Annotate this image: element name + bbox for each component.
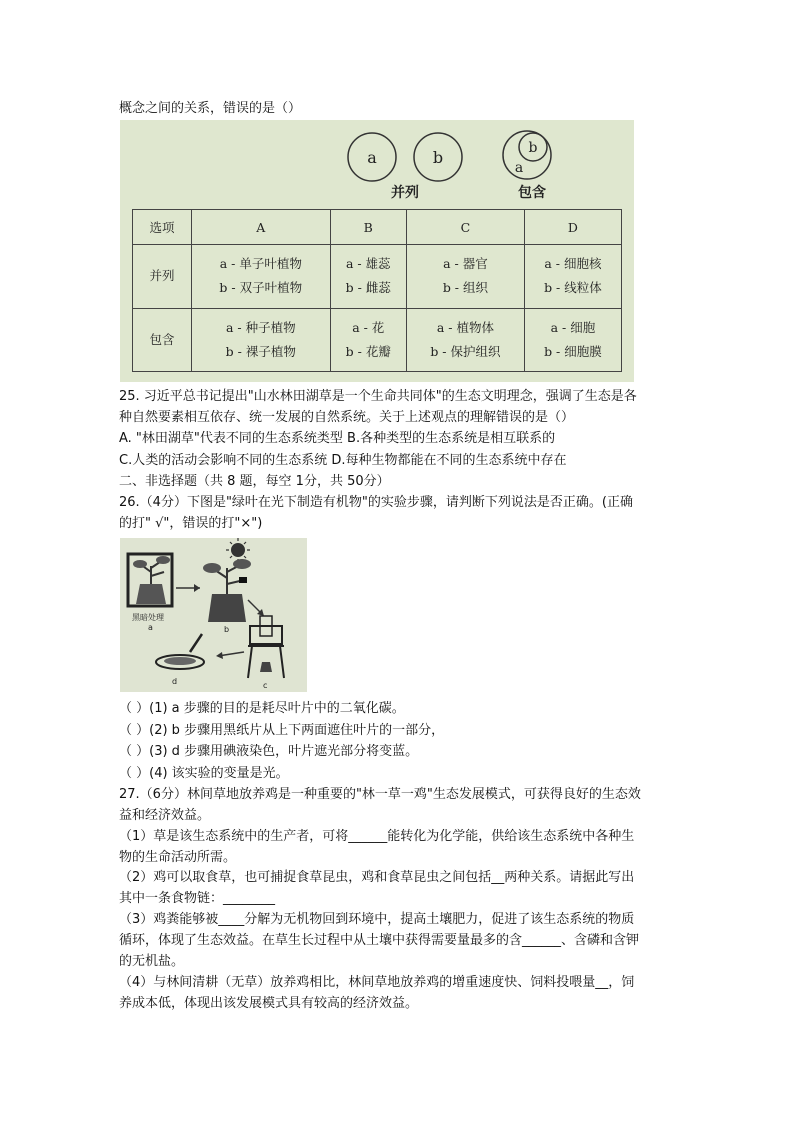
beaker-icon <box>250 626 282 644</box>
q26-item-3: （ ）(3) d 步骤用碘液染色，叶片遮光部分将变蓝。 <box>119 744 419 759</box>
concept-relation-figure <box>120 120 634 382</box>
q26-item-4: （ ）(4) 该实验的变量是光。 <box>119 766 289 781</box>
step-d-label: d <box>172 677 178 686</box>
table-row-contain <box>133 308 622 371</box>
sun-icon <box>231 543 245 557</box>
table-cell: a - 种子植物 b - 裸子植物 <box>192 308 331 371</box>
q27-line-7: （3）鸡粪能够被____分解为无机物回到环境中，提高土壤肥力，促进了该生态系统的物质 <box>119 912 635 927</box>
q27-line-3: （1）草是该生态系统中的生产者，可将______能转化为化学能，供给该生态系统中各种生 <box>119 829 635 844</box>
table-cell: a - 单子叶植物 b - 双子叶植物 <box>192 245 331 308</box>
black-paper-icon <box>239 577 247 583</box>
dropper-icon <box>190 634 202 652</box>
table-cell: a - 细胞 b - 细胞膜 <box>524 308 621 371</box>
row-label: 包含 <box>133 308 192 371</box>
table-cell: a - 雄蕊 b - 雌蕊 <box>330 245 406 308</box>
question-24-tail: 概念之间的关系，错误的是（） <box>119 101 302 116</box>
table-cell: a - 细胞核 b - 线粒体 <box>524 245 621 308</box>
photosynthesis-experiment-figure <box>120 538 307 692</box>
q25-line-1: 25. 习近平总书记提出"山水林田湖草是一个生命共同体"的生态文明理念，强调了生态是各 <box>119 389 637 404</box>
contain-caption: 包含 <box>518 185 546 201</box>
table-cell: a - 植物体 b - 保护组织 <box>406 308 524 371</box>
q25-option-ab: A. "林田湖草"代表不同的生态系统类型 B.各种类型的生态系统是相互联系的 <box>119 431 556 446</box>
table-header-cell: B <box>330 210 406 245</box>
q26-item-2: （ ）(2) b 步骤用黑纸片从上下两面遮住叶片的一部分， <box>119 723 445 738</box>
leaf-icon <box>133 560 147 568</box>
table-header-row <box>133 210 622 245</box>
arrowhead-icon <box>194 584 200 592</box>
step-b-label: b <box>224 625 230 634</box>
q27-line-4: 物的生命活动所需。 <box>119 850 237 865</box>
q27-line-8: 循环，体现了生态效益。在草生长过程中从土壤中获得需要量最多的含______、含磷和含钾 <box>119 933 640 948</box>
q27-line-6: 其中一条食物链：________ <box>119 891 276 906</box>
parallel-caption: 并列 <box>391 185 419 201</box>
table-cell: a - 器官 b - 组织 <box>406 245 524 308</box>
burner-icon <box>260 662 272 672</box>
leaf-in-dish <box>164 657 196 665</box>
q25-option-cd: C.人类的活动会影响不同的生态系统 D.每种生物都能在不同的生态系统中存在 <box>119 453 567 468</box>
q27-line-11: 养成本低，体现出该发展模式具有较高的经济效益。 <box>119 996 419 1011</box>
section-2-heading: 二、非选择题（共 8 题，每空 1分，共 50分） <box>119 474 390 489</box>
leaf-icon <box>233 559 251 569</box>
options-table <box>132 209 622 372</box>
q26-item-1: （ ）(1) a 步骤的目的是耗尽叶片中的二氧化碳。 <box>119 701 405 716</box>
inner-circle-b-label: b <box>528 140 538 156</box>
experiment-steps-drawing <box>120 538 307 692</box>
leaf-icon <box>156 556 170 564</box>
table-header-cell: D <box>524 210 621 245</box>
q26-line-2: 的打" √"，错误的打"×") <box>119 516 263 531</box>
table-header-cell: C <box>406 210 524 245</box>
q27-line-2: 益和经济效益。 <box>119 808 211 823</box>
table-row-parallel <box>133 245 622 308</box>
table-header-cell: A <box>192 210 331 245</box>
pot-a <box>136 584 166 604</box>
circle-a-label: a <box>367 148 377 167</box>
circle-b-label: b <box>432 148 444 167</box>
q27-line-5: （2）鸡可以取食草，也可捕捉食草昆虫，鸡和食草昆虫之间包括__两种关系。请据此写出 <box>119 870 635 885</box>
q25-line-2: 种自然要素相互依存、统一发展的自然系统。关于上述观点的理解错误的是（） <box>119 410 575 425</box>
q27-line-10: （4）与林间清耕（无草）放养鸡相比，林间草地放养鸡的增重速度快、饲料投喂量__，饲 <box>119 975 635 990</box>
step-c-label: c <box>263 681 268 690</box>
table-cell: a - 花 b - 花瓣 <box>330 308 406 371</box>
q27-line-1: 27.（6分）林间草地放养鸡是一种重要的"林一草一鸡"生态发展模式，可获得良好的生态效 <box>119 787 641 802</box>
pot-b <box>208 594 246 622</box>
dark-treatment-label: 黑暗处理 <box>132 613 164 622</box>
outer-circle-a-label: a <box>514 160 524 176</box>
venn-diagrams <box>120 120 634 210</box>
q27-line-9: 的无机盐。 <box>119 954 185 969</box>
leaf-icon <box>203 563 221 573</box>
step-a-label: a <box>148 623 153 632</box>
arrowhead-icon <box>216 652 223 659</box>
q26-line-1: 26.（4分）下图是"绿叶在光下制造有机物"的实验步骤，请判断下列说法是否正确。(正确 <box>119 495 633 510</box>
table-header-cell: 选项 <box>133 210 192 245</box>
row-label: 并列 <box>133 245 192 308</box>
